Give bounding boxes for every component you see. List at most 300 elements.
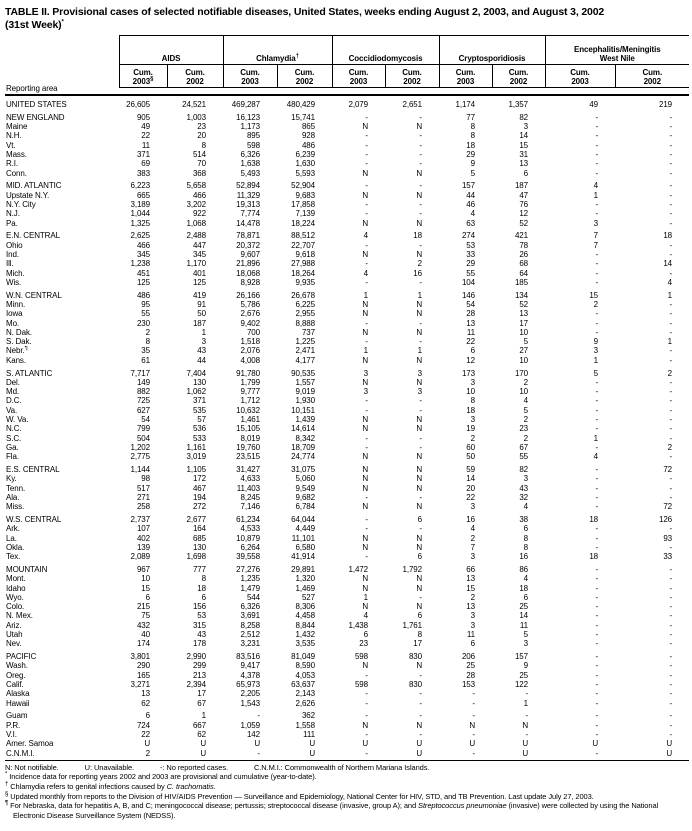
- row-label: C.N.M.I.: [5, 749, 119, 761]
- table-row-la: [5, 534, 689, 543]
- data-cell: 5,060: [295, 474, 315, 484]
- data-cell: 1,698: [186, 552, 206, 562]
- data-cell: 368: [192, 168, 206, 178]
- data-cell: 362: [301, 711, 315, 721]
- data-cell: -: [595, 689, 599, 699]
- data-cell: 13: [466, 318, 475, 328]
- data-cell: -: [365, 149, 368, 159]
- table-body: [5, 95, 689, 760]
- data-cell: N: [362, 542, 368, 552]
- table-title: [5, 6, 688, 31]
- data-cell: 1,357: [508, 100, 529, 109]
- data-cell: N: [362, 502, 368, 512]
- table-row-w-s-central: [5, 511, 689, 524]
- data-cell: 3: [470, 377, 475, 387]
- data-cell: 178: [192, 639, 206, 649]
- data-cell: 61: [141, 355, 150, 365]
- data-cell: 2: [470, 592, 475, 602]
- data-cell: 130: [192, 542, 206, 552]
- data-cell: 17: [519, 318, 529, 328]
- row-label: Ga.: [6, 442, 19, 452]
- row-label: Pa.: [6, 218, 18, 228]
- data-cell: 11: [466, 327, 475, 337]
- row-label: Mont.: [6, 574, 26, 584]
- data-cell: -: [365, 405, 368, 415]
- data-cell: 146: [461, 290, 475, 300]
- data-cell: 504: [136, 433, 150, 443]
- table-row-hawaii: [5, 699, 689, 708]
- data-cell: 1,173: [240, 122, 260, 132]
- data-cell: -: [669, 680, 673, 690]
- row-label: W. Va.: [6, 415, 29, 424]
- data-cell: -: [472, 698, 475, 708]
- data-cell: -: [595, 168, 599, 178]
- data-cell: 25: [466, 661, 475, 671]
- data-cell: 1,543: [240, 698, 260, 708]
- data-cell: -: [439, 749, 492, 761]
- row-label: Kans.: [6, 355, 26, 365]
- data-cell: 1,479: [240, 583, 260, 593]
- data-cell: -: [669, 639, 673, 649]
- data-cell: -: [419, 181, 422, 191]
- data-cell: -: [669, 720, 673, 730]
- data-cell: -: [595, 249, 599, 259]
- data-cell: -: [595, 483, 599, 493]
- data-cell: N: [362, 452, 368, 462]
- data-cell: N: [416, 464, 422, 474]
- data-cell: 70: [197, 159, 206, 169]
- data-cell: N: [416, 483, 422, 493]
- data-cell: -: [332, 749, 385, 761]
- data-cell: 3,202: [186, 199, 206, 209]
- data-cell: 3,231: [240, 639, 260, 649]
- data-cell: 52: [519, 218, 529, 228]
- data-cell: -: [365, 131, 368, 141]
- table-row-tex: [5, 552, 689, 561]
- data-cell: -: [669, 377, 673, 387]
- data-cell: 18: [663, 231, 673, 241]
- col-header-cryptosporidiosis-2003: Cum. 2003: [439, 65, 492, 88]
- data-cell: N: [416, 424, 422, 434]
- col-header-cryptosporidiosis-2002: Cum. 2002: [492, 65, 545, 88]
- data-cell: 1,518: [240, 337, 260, 347]
- data-cell: 1,638: [240, 159, 260, 169]
- data-cell: U: [615, 749, 689, 761]
- data-cell: 1,003: [186, 112, 206, 122]
- data-cell: 799: [136, 424, 150, 434]
- data-cell: N: [416, 122, 422, 132]
- data-cell: 62: [141, 698, 150, 708]
- data-cell: -: [365, 259, 368, 269]
- data-cell: 4: [523, 502, 529, 512]
- data-cell: 39,558: [236, 552, 260, 562]
- data-cell: 81,049: [291, 652, 315, 662]
- data-cell: 29: [466, 149, 475, 159]
- data-cell: U: [200, 739, 206, 749]
- data-cell: 4,053: [295, 670, 315, 680]
- data-cell: 14,614: [291, 424, 315, 434]
- footnote-marker: ¶: [5, 800, 9, 807]
- table-row-del: [5, 378, 689, 387]
- row-label: Amer. Samoa: [6, 739, 54, 749]
- row-label: Ind.: [6, 249, 19, 259]
- data-cell: 23,515: [236, 452, 260, 462]
- data-cell: -: [595, 327, 599, 337]
- data-cell: N: [362, 299, 368, 309]
- data-cell: 1,439: [295, 415, 315, 424]
- data-cell: 187: [192, 318, 206, 328]
- table-row-ohio: [5, 241, 689, 250]
- data-cell: 1,170: [186, 259, 206, 269]
- data-cell: 20,372: [236, 240, 260, 250]
- data-cell: 3: [363, 368, 368, 378]
- data-cell: N: [362, 533, 368, 543]
- data-cell: 6: [417, 514, 422, 524]
- data-cell: 432: [136, 620, 150, 630]
- data-cell: 18: [413, 231, 422, 241]
- data-cell: 43: [197, 630, 206, 640]
- table-row-va: [5, 406, 689, 415]
- data-cell: -: [365, 670, 368, 680]
- data-cell: 3,271: [130, 680, 150, 690]
- data-cell: 6,326: [240, 149, 260, 159]
- data-cell: 2: [593, 299, 599, 309]
- data-cell: -: [669, 122, 673, 132]
- data-cell: 15,105: [236, 424, 260, 434]
- table-row-iowa: [5, 309, 689, 318]
- legend-unavailable: U: Unavailable.: [84, 762, 135, 772]
- data-cell: -: [595, 209, 599, 219]
- data-cell: 17: [197, 689, 206, 699]
- data-cell: 383: [136, 168, 150, 178]
- data-cell: 16: [413, 268, 422, 278]
- data-cell: -: [595, 131, 599, 141]
- data-cell: 17: [413, 639, 422, 649]
- data-cell: 777: [192, 564, 206, 574]
- row-label: Utah: [6, 630, 23, 640]
- table-row-fla: [5, 452, 689, 461]
- table-row-united-states: [5, 95, 689, 109]
- row-label: Wis.: [6, 277, 22, 287]
- data-cell: 107: [136, 524, 150, 534]
- data-cell: 447: [192, 240, 206, 250]
- data-cell: 2,677: [186, 514, 206, 524]
- row-label: Mass.: [6, 149, 27, 159]
- data-cell: -: [595, 318, 599, 328]
- row-label: NEW ENGLAND: [6, 112, 65, 122]
- data-cell: U: [277, 749, 332, 761]
- data-cell: 14,478: [236, 218, 260, 228]
- data-cell: 111: [303, 730, 315, 739]
- data-cell: 6,239: [295, 149, 315, 159]
- data-cell: 1,325: [130, 218, 150, 228]
- table-row-w-va: [5, 415, 689, 424]
- data-cell: -: [595, 377, 599, 387]
- data-cell: 77: [466, 112, 475, 122]
- data-cell: -: [669, 433, 673, 443]
- data-cell: 50: [197, 309, 206, 319]
- col-group-coccidiodomycosis: Coccidiodomycosis: [332, 36, 439, 65]
- data-cell: 882: [136, 387, 150, 397]
- data-cell: 29,891: [291, 564, 315, 574]
- data-cell: 29: [466, 259, 475, 269]
- data-cell: 72: [663, 502, 673, 512]
- data-cell: 172: [192, 474, 206, 484]
- row-label: Md.: [6, 387, 20, 397]
- data-cell: -: [595, 396, 599, 406]
- data-cell: 43: [197, 346, 206, 356]
- data-cell: 40: [141, 630, 150, 640]
- legend-no-reported-cases: -: No reported cases.: [160, 762, 228, 772]
- data-cell: 8,245: [240, 492, 260, 502]
- data-cell: 2,737: [130, 514, 150, 524]
- data-cell: -: [669, 592, 673, 602]
- data-cell: 6: [523, 168, 529, 178]
- data-cell: -: [669, 661, 673, 671]
- table-row-guam: [5, 708, 689, 721]
- data-cell: 219: [658, 100, 673, 109]
- data-cell: -: [669, 309, 673, 319]
- data-cell: -: [365, 209, 368, 219]
- row-label: Vt.: [6, 140, 16, 150]
- data-cell: -: [669, 387, 673, 397]
- data-cell: N: [416, 533, 422, 543]
- data-cell: 1,068: [186, 218, 206, 228]
- data-cell: N: [362, 720, 368, 730]
- data-cell: 8: [201, 140, 206, 150]
- data-cell: -: [669, 209, 673, 219]
- footnote-marker: †: [5, 781, 9, 788]
- data-cell: 9,618: [295, 249, 315, 259]
- table-row-s-dak: [5, 337, 689, 346]
- footnote-167: [5, 792, 691, 802]
- data-cell: -: [419, 199, 422, 209]
- data-cell: 486: [136, 290, 150, 300]
- data-cell: 24,774: [291, 452, 315, 462]
- data-cell: 2,471: [295, 346, 315, 356]
- table-row-minn: [5, 300, 689, 309]
- data-cell: 52,894: [236, 181, 260, 191]
- data-cell: 55: [466, 268, 475, 278]
- data-cell: 55: [141, 309, 150, 319]
- data-cell: 64: [519, 268, 529, 278]
- data-cell: 25: [519, 670, 529, 680]
- data-cell: 47: [519, 190, 529, 200]
- data-cell: 63,637: [291, 680, 315, 690]
- data-cell: 139: [136, 542, 150, 552]
- data-cell: 1,161: [186, 442, 206, 452]
- data-cell: -: [419, 396, 422, 406]
- col-group-aids: AIDS: [119, 36, 223, 65]
- data-cell: 23: [197, 122, 206, 132]
- data-cell: N: [362, 415, 368, 424]
- data-cell: 8,888: [295, 318, 315, 328]
- data-cell: -: [595, 720, 599, 730]
- data-cell: 667: [192, 720, 206, 730]
- data-cell: 6: [145, 592, 150, 602]
- data-cell: -: [595, 492, 599, 502]
- data-cell: -: [669, 240, 673, 250]
- data-cell: -: [595, 670, 599, 680]
- data-cell: -: [365, 433, 368, 443]
- data-cell: -: [365, 159, 368, 169]
- data-cell: 18: [589, 514, 599, 524]
- table-row-n-y-city: [5, 200, 689, 209]
- footnote-marker: §: [5, 791, 9, 798]
- data-cell: 1: [593, 190, 599, 200]
- data-cell: 50: [466, 452, 475, 462]
- data-cell: U: [592, 739, 599, 749]
- notifiable-diseases-table: [5, 35, 689, 761]
- data-cell: -: [595, 424, 599, 434]
- data-cell: 5: [523, 630, 529, 640]
- data-cell: -: [595, 415, 599, 424]
- data-cell: 6: [470, 346, 475, 356]
- footnote-text: (invasive) were collected by using the National Electronic Disease Surveillance System (NEDSS).: [13, 801, 659, 820]
- data-cell: -: [419, 670, 422, 680]
- data-cell: N: [416, 474, 422, 484]
- data-cell: 6: [417, 611, 422, 621]
- data-cell: 10: [519, 327, 529, 337]
- data-cell: -: [365, 396, 368, 406]
- data-cell: 157: [514, 652, 529, 662]
- data-cell: 2: [470, 533, 475, 543]
- data-cell: 3,691: [240, 611, 260, 621]
- data-cell: 11,403: [236, 483, 260, 493]
- data-cell: 6: [523, 592, 529, 602]
- data-cell: 1,044: [130, 209, 150, 219]
- data-cell: 213: [192, 670, 206, 680]
- data-cell: 6,580: [295, 542, 315, 552]
- data-cell: 6: [363, 630, 368, 640]
- data-cell: 15: [466, 583, 475, 593]
- data-cell: 28: [466, 309, 475, 319]
- data-cell: N: [362, 661, 368, 671]
- data-cell: -: [669, 698, 673, 708]
- data-cell: 10: [519, 355, 529, 365]
- data-cell: -: [595, 112, 599, 122]
- table-row-mont: [5, 574, 689, 583]
- data-cell: -: [669, 652, 673, 662]
- table-row-ind: [5, 250, 689, 259]
- data-cell: N: [362, 218, 368, 228]
- row-label: Idaho: [6, 583, 26, 593]
- data-cell: 3: [201, 337, 206, 347]
- data-cell: -: [595, 711, 599, 721]
- data-cell: 22: [141, 730, 150, 739]
- row-label: N. Mex.: [6, 611, 33, 621]
- data-cell: 194: [192, 492, 206, 502]
- data-cell: 15: [519, 140, 529, 150]
- data-cell: 9,549: [295, 483, 315, 493]
- data-cell: 149: [136, 377, 150, 387]
- row-label: Miss.: [6, 502, 25, 512]
- data-cell: 18: [466, 140, 475, 150]
- data-cell: 517: [136, 483, 150, 493]
- data-cell: 345: [136, 249, 150, 259]
- data-cell: N: [416, 452, 422, 462]
- table-row-n-mex: [5, 611, 689, 620]
- data-cell: 82: [519, 112, 529, 122]
- data-cell: 466: [136, 240, 150, 250]
- data-cell: 830: [408, 680, 422, 690]
- row-label: Nebr.¶: [6, 346, 28, 356]
- data-cell: 9,607: [240, 249, 260, 259]
- footnote-text-italic: Streptococcus pneumoniae: [418, 801, 507, 811]
- data-cell: N: [362, 355, 368, 365]
- data-cell: 8: [470, 122, 475, 132]
- table-row-c-n-m-i: [5, 749, 689, 761]
- data-cell: 535: [192, 405, 206, 415]
- data-cell: N: [416, 574, 422, 584]
- data-cell: 9,682: [295, 492, 315, 502]
- row-label: Okla.: [6, 542, 25, 552]
- data-cell: 78: [519, 240, 529, 250]
- data-cell: 9: [470, 159, 475, 169]
- data-cell: 665: [136, 190, 150, 200]
- data-cell: 6,326: [240, 602, 260, 612]
- table-row-conn: [5, 169, 689, 178]
- data-cell: -: [595, 652, 599, 662]
- table-row-kans: [5, 356, 689, 365]
- data-cell: 4: [363, 231, 368, 241]
- table-row-calif: [5, 680, 689, 689]
- data-cell: -: [669, 112, 673, 122]
- data-cell: 5,658: [186, 181, 206, 191]
- data-cell: 28: [466, 670, 475, 680]
- data-cell: 3: [363, 387, 368, 397]
- header-spacer: [119, 88, 689, 96]
- data-cell: 2: [523, 377, 529, 387]
- row-label: P.R.: [6, 720, 21, 730]
- data-cell: -: [595, 309, 599, 319]
- data-cell: 35: [141, 346, 150, 356]
- data-cell: 3: [470, 552, 475, 562]
- row-label: Iowa: [6, 309, 23, 319]
- data-cell: -: [257, 711, 260, 721]
- data-cell: 1: [667, 290, 673, 300]
- data-cell: 1,461: [240, 415, 260, 424]
- data-cell: 4,533: [240, 524, 260, 534]
- data-cell: 20: [466, 483, 475, 493]
- data-cell: 52,904: [291, 181, 315, 191]
- data-cell: -: [669, 149, 673, 159]
- data-cell: 700: [246, 327, 260, 337]
- row-label: Fla.: [6, 452, 19, 462]
- data-cell: 10,632: [236, 405, 260, 415]
- data-cell: -: [669, 424, 673, 434]
- data-cell: 14: [466, 474, 475, 484]
- data-cell: 65,973: [236, 680, 260, 690]
- data-cell: -: [669, 327, 673, 337]
- col-header-coccidiodomycosis-2002: Cum. 2002: [385, 65, 439, 88]
- data-cell: -: [525, 689, 529, 699]
- data-cell: 3: [593, 218, 599, 228]
- data-cell: 26: [519, 249, 529, 259]
- data-cell: U: [385, 749, 439, 761]
- row-label: Del.: [6, 377, 20, 387]
- data-cell: 1,712: [240, 396, 260, 406]
- data-cell: -: [595, 639, 599, 649]
- data-cell: 23: [359, 639, 368, 649]
- data-cell: 2,205: [240, 689, 260, 699]
- data-cell: 419: [192, 290, 206, 300]
- data-cell: 157: [461, 181, 475, 191]
- data-cell: 9,935: [295, 277, 315, 287]
- data-cell: 19,760: [236, 442, 260, 452]
- data-cell: -: [595, 620, 599, 630]
- data-cell: 3,535: [295, 639, 315, 649]
